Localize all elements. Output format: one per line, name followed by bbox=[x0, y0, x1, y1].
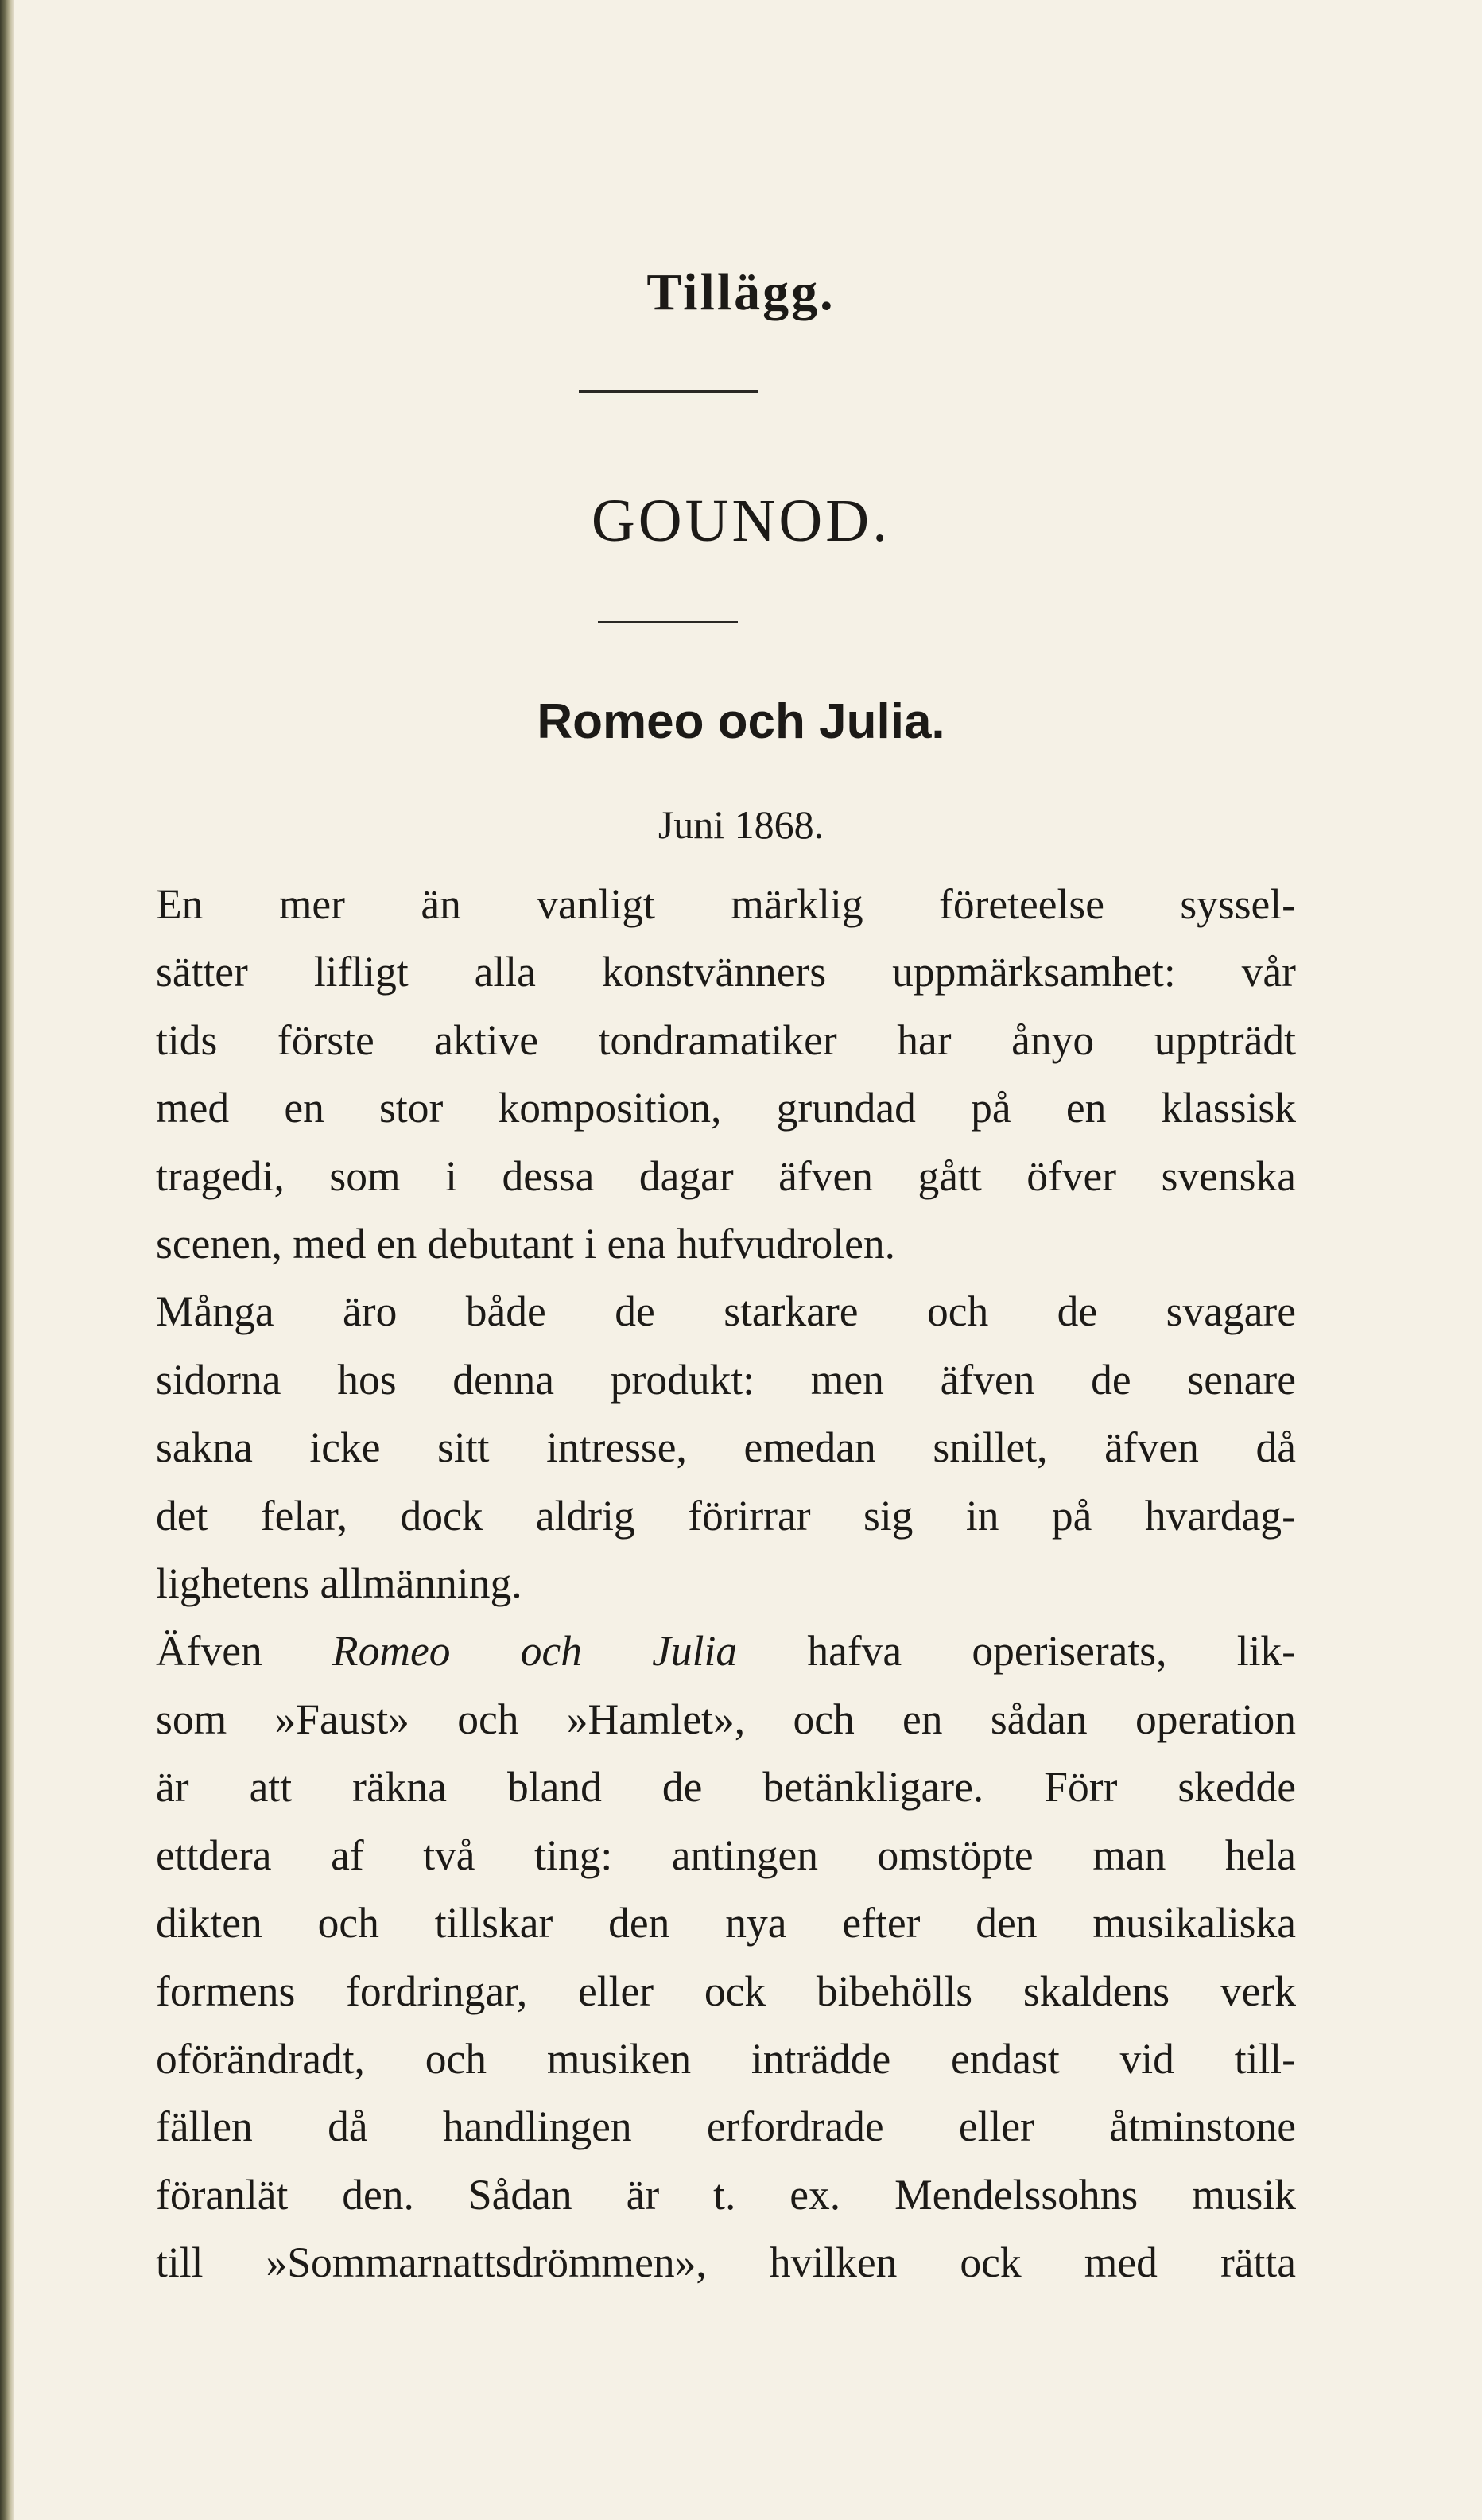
text-line: sakna icke sitt intresse, emedan snillet, äfven då bbox=[156, 1423, 1296, 1472]
paragraph bbox=[49, 871, 1296, 1278]
text-line: formens fordringar, eller ock bibehölls skaldens verk bbox=[156, 1967, 1296, 2015]
text-line: Många äro både de starkare och de svagare bbox=[156, 1287, 1296, 1336]
text-line bbox=[49, 1617, 1296, 1685]
paragraph bbox=[49, 1278, 1296, 1617]
text-line: scenen, med en debutant i ena hufvudrolen. bbox=[156, 1220, 895, 1268]
text-line: är att räkna bland de betänkligare. Förr skedde bbox=[156, 1763, 1296, 1811]
body-text bbox=[49, 871, 1296, 2297]
article-date: Juni 1868. bbox=[658, 802, 824, 847]
text-line: föranlät den. Sådan är t. ex. Mendelssohns musik bbox=[156, 2170, 1296, 2219]
italic-title: Romeo och Julia bbox=[332, 1627, 738, 1675]
divider-rule bbox=[579, 390, 758, 393]
text-line: med en stor komposition, grundad på en klassisk bbox=[156, 1084, 1296, 1132]
text-fragment: Äfven bbox=[156, 1627, 332, 1675]
text-line: sätter lifligt alla konstvänners uppmärksamhet: vår bbox=[156, 948, 1296, 996]
text-line: ettdera af två ting: antingen omstöpte man hela bbox=[156, 1831, 1296, 1879]
section-heading: Tillägg. bbox=[646, 263, 836, 321]
text-line: lighetens allmänning. bbox=[156, 1559, 522, 1608]
text-line: till »Sommarnattsdrömmen», hvilken ock med rätta bbox=[156, 2238, 1296, 2287]
text-line: En mer än vanligt märklig företeelse syssel- bbox=[156, 880, 1296, 928]
text-line: tids förste aktive tondramatiker har ånyo uppträdt bbox=[156, 1015, 1296, 1064]
text-fragment: hafva operiserats, lik- bbox=[737, 1627, 1296, 1675]
text-line: oförändradt, och musiken inträdde endast vid till- bbox=[156, 2034, 1296, 2083]
composer-heading: GOUNOD. bbox=[591, 487, 891, 554]
paragraph bbox=[49, 1617, 1296, 2297]
divider-rule bbox=[598, 621, 738, 623]
text-line: som »Faust» och »Hamlet», och en sådan operation bbox=[156, 1695, 1296, 1743]
text-line: sidorna hos denna produkt: men äfven de senare bbox=[156, 1355, 1296, 1404]
work-title: Romeo och Julia. bbox=[537, 694, 945, 749]
text-line: det felar, dock aldrig förirrar sig in på hvardag- bbox=[156, 1491, 1296, 1540]
text-line: fällen då handlingen erfordrade eller åtminstone bbox=[156, 2103, 1296, 2151]
text-line: tragedi, som i dessa dagar äfven gått öfver svenska bbox=[156, 1151, 1296, 1200]
text-line: dikten och tillskar den nya efter den musikaliska bbox=[156, 1899, 1296, 1947]
